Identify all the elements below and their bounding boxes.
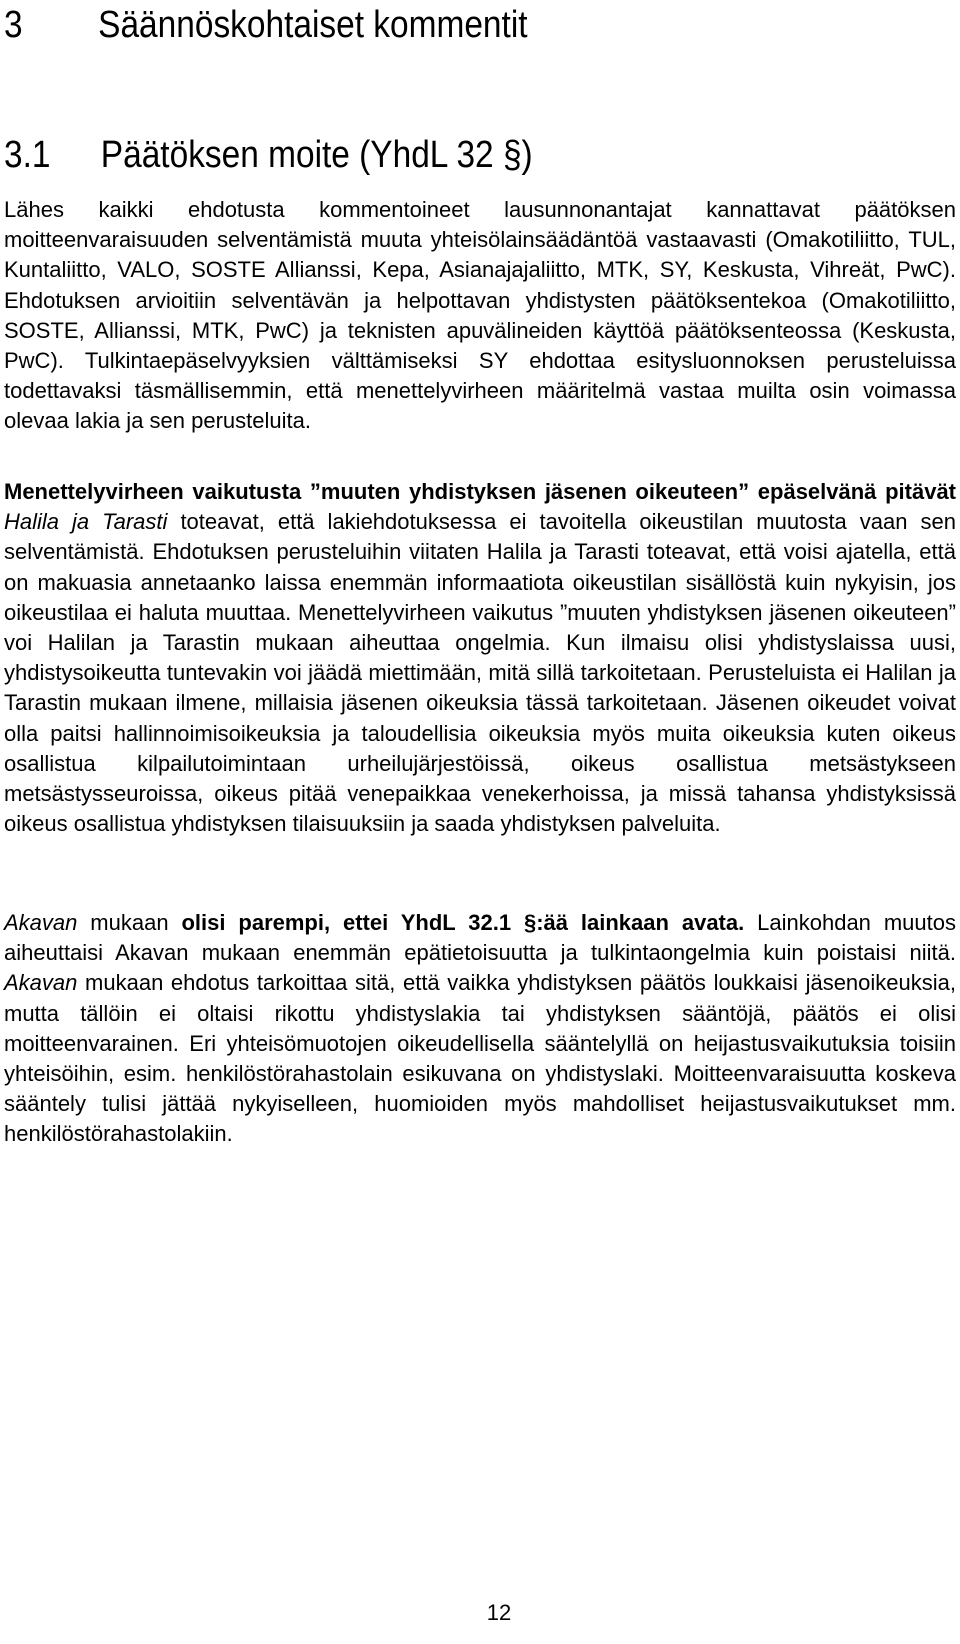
paragraph-3-bold-statement: olisi parempi, ettei YhdL 32.1 §:ää lainkaan avata. — [181, 910, 745, 935]
paragraph-2-italic-names: Halila ja Tarasti — [4, 509, 168, 535]
paragraph-2-body: toteavat, että lakiehdotuksessa ei tavoitella oikeustilan muutosta vaan sen selventämistä. Ehdotuksen perusteluihin viitaten Halila ja Tarasti toteavat, että voisi ajatella, että on makuasia annetaanko laissa enemmän informaatiota oikeustilan sisällöstä kuin nykyisin, jos oikeustilaa ei haluta muuttaa. Menettelyvirheen vaikutus ”muuten yhdistyksen jäsenen oikeuteen” voi Halilan ja Tarastin mukaan aiheuttaa ongelmia. Kun ilmaisu olisi yhdistyslaissa uusi, yhdistysoikeutta tuntevakin voi jäädä miettimään, mitä sillä tarkoitetaan. Perusteluista ei Halilan ja Tarastin mukaan ilmene, millaisia jäsenen oikeuksia tässä tarkoitetaan. Jäsenen oikeudet voivat olla paitsi hallinnoimisoikeuksia ja taloudellisia oikeuksia myös muita oikeuksia kuten oikeus osallistua kilpailutoimintaan urheilujärjestöissä, oikeus osallistua metsästykseen metsästysseuroissa, oikeus pitää venepaikkaa venekerhoissa, ja missä tahansa yhdistyksissä oikeus osallistua yhdistyksen tilaisuuksiin ja saada yhdistyksen palveluita. — [4, 509, 957, 837]
paragraph-2-bold-lead: Menettelyvirheen vaikutusta ”muuten yhdistyksen jäsenen oikeuteen” epäselvänä pitävät — [4, 479, 956, 504]
paragraph-3-italic-akavan: Akavan — [4, 910, 78, 935]
section-title: Säännöskohtaiset kommentit — [98, 4, 528, 46]
page-number: 12 — [486, 1600, 512, 1625]
paragraph-3-italic-akavan-2: Akavan — [4, 970, 78, 996]
paragraph-3-text-2: Lainkohdan muutos aiheuttaisi Akavan mukaan enemmän epätietoisuutta ja tulkintaongelmia kuin poistaisi niitä. — [4, 910, 956, 966]
paragraph-3 — [4, 908, 956, 1150]
paragraph-3-text-3: mukaan ehdotus tarkoittaa sitä, että vaikka yhdistyksen päätös loukkaisi jäsenoikeuksia, mutta tällöin ei oltaisi rikottu yhdistyslakia tai yhdistyksen sääntöjä, päätös ei olisi moitteenvarainen. Eri yhteisömuotojen oikeudellisella sääntelyllä on heijastusvaikutuksia toisiin yhteisöihin, esim. henkilöstörahastolain esikuvana on yhdistyslaki. Moitteenvaraisuutta koskeva sääntely tulisi jättää nykyiselleen, huomioiden myös mahdolliset heijastusvaikutukset mm. henkilöstörahastolakiin. — [4, 970, 956, 1147]
subsection-title: Päätöksen moite (YhdL 32 §) — [100, 134, 533, 176]
section-heading — [4, 2, 528, 48]
paragraph-3-text-1: mukaan — [90, 910, 169, 935]
paragraph-2 — [4, 477, 956, 839]
section-number: 3 — [4, 4, 23, 46]
subsection-number: 3.1 — [4, 134, 51, 176]
paragraph-1-text: Lähes kaikki ehdotusta kommentoineet lausunnonantajat kannattavat päätöksen moitteenvaraisuuden selventämistä muuta yhteisölainsäädäntöä vastaavasti (Omakotiliitto, TUL, Kuntaliitto, VALO, SOSTE Allianssi, Kepa, Asianajajaliitto, MTK, SY, Keskusta, Vihreät, PwC). Ehdotuksen arvioitiin selventävän ja helpottavan yhdistysten päätöksentekoa (Omakotiliitto, SOSTE, Allianssi, MTK, PwC) ja teknisten apuvälineiden käyttöä päätöksenteossa (Keskusta, PwC). Tulkintaepäselvyyksien välttämiseksi SY ehdottaa esitysluonnoksen perusteluissa todettavaksi täsmällisemmin, että menettelyvirheen määritelmä vastaa muilta osin voimassa olevaa lakia ja sen perusteluita. — [4, 197, 956, 434]
subsection-heading — [4, 132, 533, 178]
paragraph-1 — [4, 195, 956, 437]
